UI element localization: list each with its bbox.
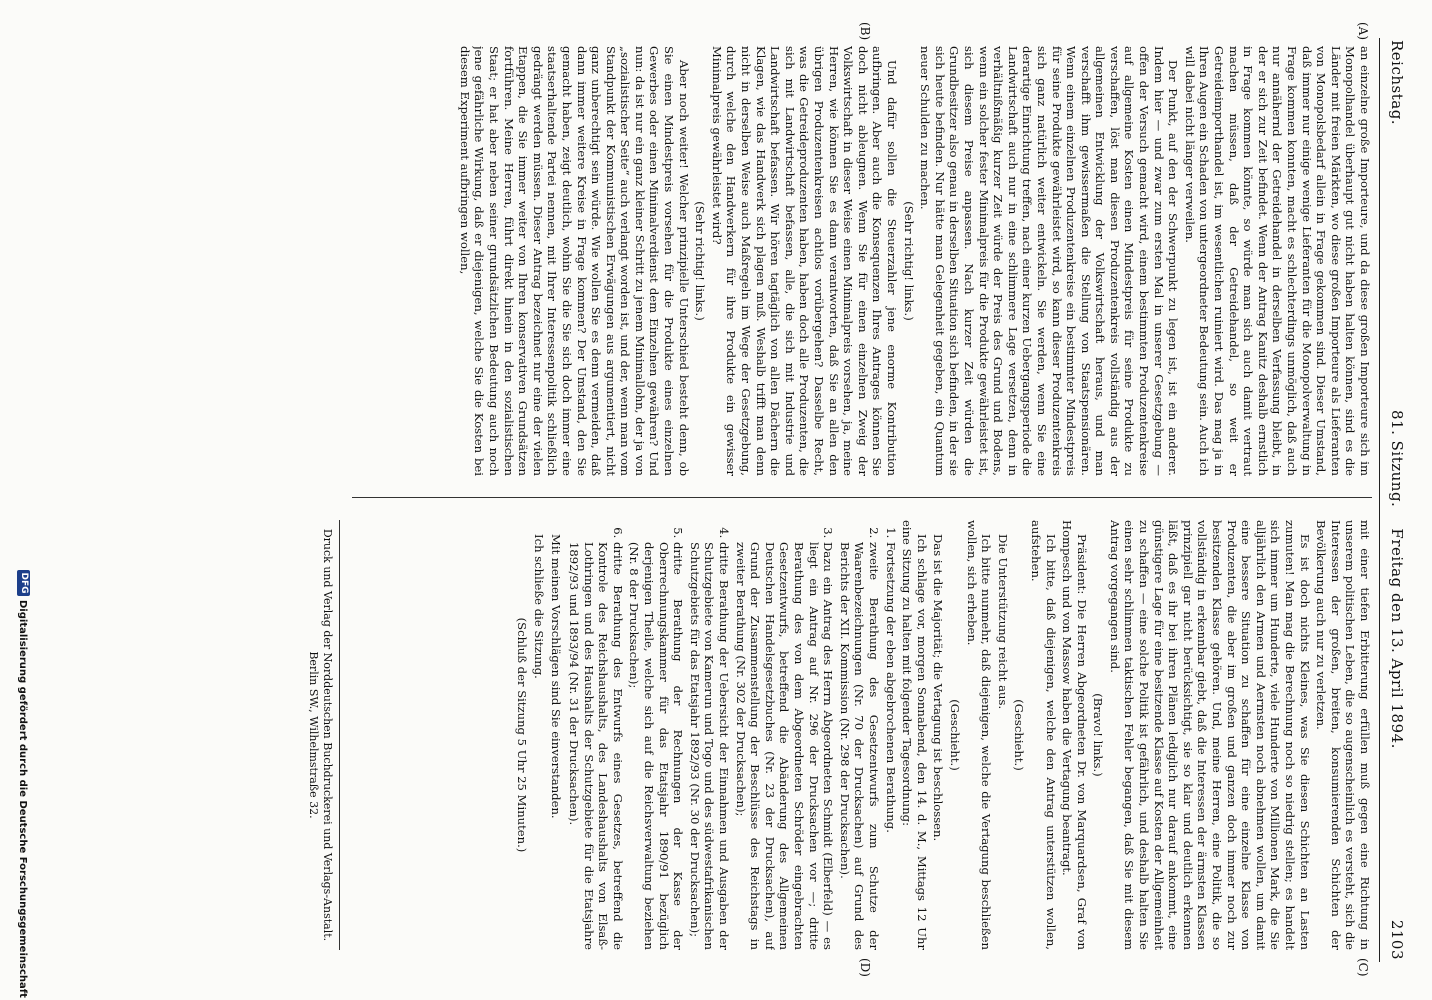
- imprint: [306, 520, 334, 950]
- right-support-result: Die Unterstützung reicht aus.: [995, 534, 1010, 710]
- margin-marker-c: (C): [1356, 958, 1370, 977]
- left-paragraph-4: Aber noch weiter! Welcher prinzipielle Unterschied besteht denn, ob Sie einen Mindestpreis vorsehen für die Produkte eines einzelnen Gewerbes oder einen Minimalverdienst dem Einzelnen gewähren? Und nun: da ist nur ein ganz kleiner Schritt zu jenem Minimallohn, der ja von „sozialistischer Seite“ auch verlangt worden ist, und der, wenn man vom Standpunkt der Kommunistischen Erwägungen aus argumentiert, nicht ganz unberechtigt sein würde. Wie wollen Sie es denn vermeiden, daß dann immer weitere Kreise in Frage kommen? Der Umstand, den Sie gemacht haben, zeigt deutlich, wohin Sie die Sie sich doch immer eine staatserhaltende Partei nennen, mit Ihrer Interessenpolitik schließlich gedrängt werden müssen. Dieser Antrag bezeichnet nur eine der vielen Etappen, die Sie immer weiter von Ihren konservativen Grundsätzen fortführen. Meine Herren, führt direkt hinein in den sozialistischen Staat; er hat aber neben seiner grundsätzlichen Bedeutung auch noch jene gefährliche Wirkung, daß er diejenigen, welche Sie die Kosten bei diesem Experiment aufbringen wollen,: [457, 46, 691, 476]
- closing-time: (Schluß der Sitzung 5 Uhr 25 Minuten.): [515, 617, 530, 853]
- right-president-motion: Präsident: Die Herren Abgeordneten Dr. von Marquardsen, Graf von Hompesch und von Massow haben die Vertagung beantragt.: [1060, 520, 1089, 950]
- left-paragraph-1: an einzelne große Importeure, und da diese großen Importeure sich im Monopolhandel überhaupt gut nicht haben halten können, sind es die Länder mit freien Märkten, wo diese großen Importeure als Lieferanten von Monopolsbedarf allein in Frage gekommen sind. Dieser Umstand, daß immer nur einige wenige Lieferanten für die Monopolverwaltung in Frage kommen konnten, macht es schlechterdings unmöglich, daß auch nur annähernd der Getreidehandel in derselben Verfassung bleibt, in der er sich zur Zeit befindet. Wenn der Antrag Kanitz deshalb ernstlich in Frage kommen könnte, so würde man sich auch damit vertraut machen müssen, daß der Getreidehandel, so weit er Getreideimporthandel ist, im wesentlichen ruiniert wird. Das mag ja in Ihren Augen ein Schaden von untergeordneter Bedeutung sein. Auch ich will dabei nicht länger verweilen.: [1182, 46, 1372, 476]
- right-support-request: Ich bitte, daß diejenigen, welche den Antrag unterstützen wollen, aufstehen.: [1028, 520, 1058, 950]
- margin-marker-a: (A): [1356, 22, 1370, 41]
- closing-agreement: Mit meinen Vorschlägen sind Sie einverstanden.: [548, 534, 563, 819]
- right-agenda-intro: Ich schlage vor, morgen Sonnabend, den 14. d. M., Mittags 12 Uhr eine Sitzung zu halten mit folgender Tagesordnung:: [900, 520, 929, 950]
- right-paragraph-2: Es ist doch nichts Kleines, was Sie diesen Schichten an Lasten zumuten! Man mag die Berechnung noch so niedrig stellen; es handelt sich immer um Hunderte, viele Hunderte von Millionen Mark, die Sie alljährlich den Armen und Aermsten noch abnehmen wollen, um damit eine bessere Situation zu schaffen für eine einzelne Klasse von Produzenten, die aber im großen und ganzen doch immer noch zur besitzenden Klasse gehören. Und, meine Herren, eine Politik, die so vollständig in erkennbar giebt, daß die Interessen der ärmsten Klassen prinzipiell gar nicht berücksichtigt, sie so klar und deutlich erkennen läßt, daß es ihr bei ihren Plänen lediglich nur darauf ankommt, eine günstigere Lage für eine besitzende Klasse auf Kosten der Allgemeinheit zu schaffen — eine solche Politik ist gefährlich, und deshalb halten Sie einen sehr schlimmen taktischen Fehler begangen, daß Sie mit diesem Antrag vorgegangen sind.: [1107, 520, 1312, 950]
- header-session-number: 81. Sitzung.: [1388, 410, 1406, 508]
- header-left: Reichstag.: [1388, 40, 1406, 126]
- dfg-logo-icon: DFG: [17, 570, 30, 596]
- left-column: [372, 46, 1372, 476]
- right-vote-result: Das ist die Majorität; die Vertagung ist beschlossen.: [931, 534, 946, 842]
- agenda-item: 3. Dazu ein Antrag des Herrn Abgeordneten Schmidt (Elberfeld) — es liegt ein Antrag auf Nr. 296 der Drucksachen vor —; dritte Berathung des von dem Abgeordneten Schröder eingebrachten Gesetzentwurfs, betreffend die Abänderung des Allgemeinen Deutschen Handelsgesetzbuches (Nr. 23 der Drucksachen), auf Grund der Zusammenstellung der Beschlüsse des Reichstags in zweiter Berathung (Nr. 302 der Drucksachen);: [733, 542, 835, 950]
- right-paragraph-1: mit einer tiefen Erbitterung erfüllen muß gegen eine Richtung in unserem politischen Leben, die so augenscheinlich es versteht, sich die Interessen der großen, breiten, konsumierenden Schichten der Bevölkerung auch nur zu verletzen.: [1314, 520, 1372, 950]
- header-rule: [1379, 38, 1380, 962]
- closing-statement: Ich schließe die Sitzung.: [531, 534, 546, 679]
- digitization-credit: Digitalisierung gefördert durch die Deutsche Forschungsgemeinschaft: [17, 600, 28, 998]
- left-paragraph-2: Der Punkt, auf den der Schwerpunkt zu legen ist, ist ein anderer. Indem hier — und zwar zum ersten Mal in unserer Gesetzgebung — offen der Versuch gemacht wird, einem bestimmten Produzentenkreise auf allgemeine Kosten einen Mindestpreis für seine Produkte zu verschaffen, löst man diesen Produzentenkreis vollständig aus der allgemeinen Entwicklung der Volkswirtschaft heraus, und man verschafft ihm gewissermaßen die Stellung von Staatspensionären. Wenn einem einzelnen Produzentenkreise ein bestimmter Mindestpreis für seine Produkte gewährleistet wird, so kann dieser Produzentenkreis sich ganz natürlich weiter entwickeln. Sie werden, wenn Sie eine derartige Einrichtung treffen, nach einer kurzen Uebergangsperiode die Landwirtschaft auch nur in eine schlimmere Lage versetzen, denn in verhältnißmäßig kurzer Zeit würde der Preis des Grund und Bodens, wenn ein solcher fester Minimalpreis für die Produkte gewährleistet ist, sich diesem Preise anpassen. Nach kurzer Zeit würden die Grundbesitzer also genau in derselben Situation sich befinden, in der sie sich heute befinden. Nur hätte man Gelegenheit gegeben, ein Quantum neuer Schulden zu machen.: [918, 46, 1181, 476]
- right-interjection-3: (Geschieht.): [947, 699, 962, 771]
- imprint-line-2: Berlin SW., Wilhelmstraße 32.: [307, 651, 320, 819]
- agenda-item: 2. zweite Berathung des Gesetzentwurfs zum Schutze der Waarenbezeichnungen (Nr. 70 der Drucksachen) auf Grund des Berichts der XII. Kommission (Nr. 298 der Drucksachen).: [837, 542, 881, 950]
- left-interjection-1: (Sehr richtig! links.): [901, 201, 916, 321]
- agenda-item: 5. dritte Berathung der Rechnungen der Kasse der Oberrechnungskammer für das Etatsjahr 1890/91 bezüglich derjenigen Theile, welche sich auf die Reichsverwaltung beziehen (Nr. 8 der Drucksachen);: [627, 542, 685, 950]
- agenda-list: [567, 520, 898, 950]
- right-column: [372, 520, 1372, 950]
- left-paragraph-3: Und dafür sollen die Steuerzahler jene enorme Kontribution aufbringen. Aber auch die Konsequenzen Ihres Antrages können Sie doch nicht ableugnen. Wenn Sie für einen einzelnen Zweig der Volkswirtschaft in dieser Weise einen Minimalpreis vorsehen, ja, meine Herren, wie können Sie es dann verantworten, daß Sie an allen den übrigen Produzentenkreisen achtlos vorübergehen? Dasselbe Recht, was die Getreideproduzenten haben, haben doch alle Produzenten, die sich mit Landwirtschaft befassen, alle, die sich mit Industrie und Landwirtschaft befassen. Wir hören tagtäglich von allen Dächern die Klagen, wie das Handwerk sich plagen muß. Weshalb trifft man denn nicht in derselben Weise auch Maßregeln im Wege der Gesetzgebung, durch welche den Handwerkern für ihre Produkte ein gewisser Minimalpreis gewährleistet wird?: [709, 46, 899, 476]
- header-date: Freitag den 13. April 1894.: [1388, 528, 1406, 749]
- agenda-item: 1. Fortsetzung der eben abgebrochenen Berathung.: [883, 542, 898, 950]
- page-header: [1382, 40, 1406, 960]
- right-vote-request: Ich bitte nunmehr, daß diejenigen, welche die Vertagung beschließen wollen, sich erheben.: [964, 520, 994, 950]
- right-interjection-2: (Geschieht.): [1012, 699, 1027, 771]
- margin-marker-d: (D): [858, 958, 872, 977]
- imprint-line-1: Druck und Verlag der Norddeutschen Buchdruckerei und Verlags-Anstalt.: [321, 528, 334, 942]
- margin-marker-b: (B): [858, 22, 872, 41]
- header-page-number: 2103: [1388, 919, 1406, 960]
- footer-rule: [339, 520, 340, 950]
- agenda-item: 4. dritte Berathung der Uebersicht der Einnahmen und Ausgaben der Schutzgebiete von Kamerun und Togo und des südwestafrikanischen Schutzgebiets für das Etatsjahr 1892/93 (Nr. 30 der Drucksachen);: [687, 542, 731, 950]
- column-divider: [352, 497, 1372, 498]
- left-interjection-2: (Sehr richtig! links.): [693, 201, 708, 321]
- right-interjection-1: (Bravo! links.): [1091, 693, 1106, 777]
- header-session: [1388, 410, 1406, 749]
- agenda-item: 6. dritte Berathung des Entwurfs eines Gesetzes, betreffend die Kontrole des Reichshaushalts, des Landeshaushalts von Elsaß-Lothringen und des Haushalts der Schutzgebiete für die Etatsjahre 1892/93 und 1893/94 (Nr. 31 der Drucksachen).: [567, 542, 625, 950]
